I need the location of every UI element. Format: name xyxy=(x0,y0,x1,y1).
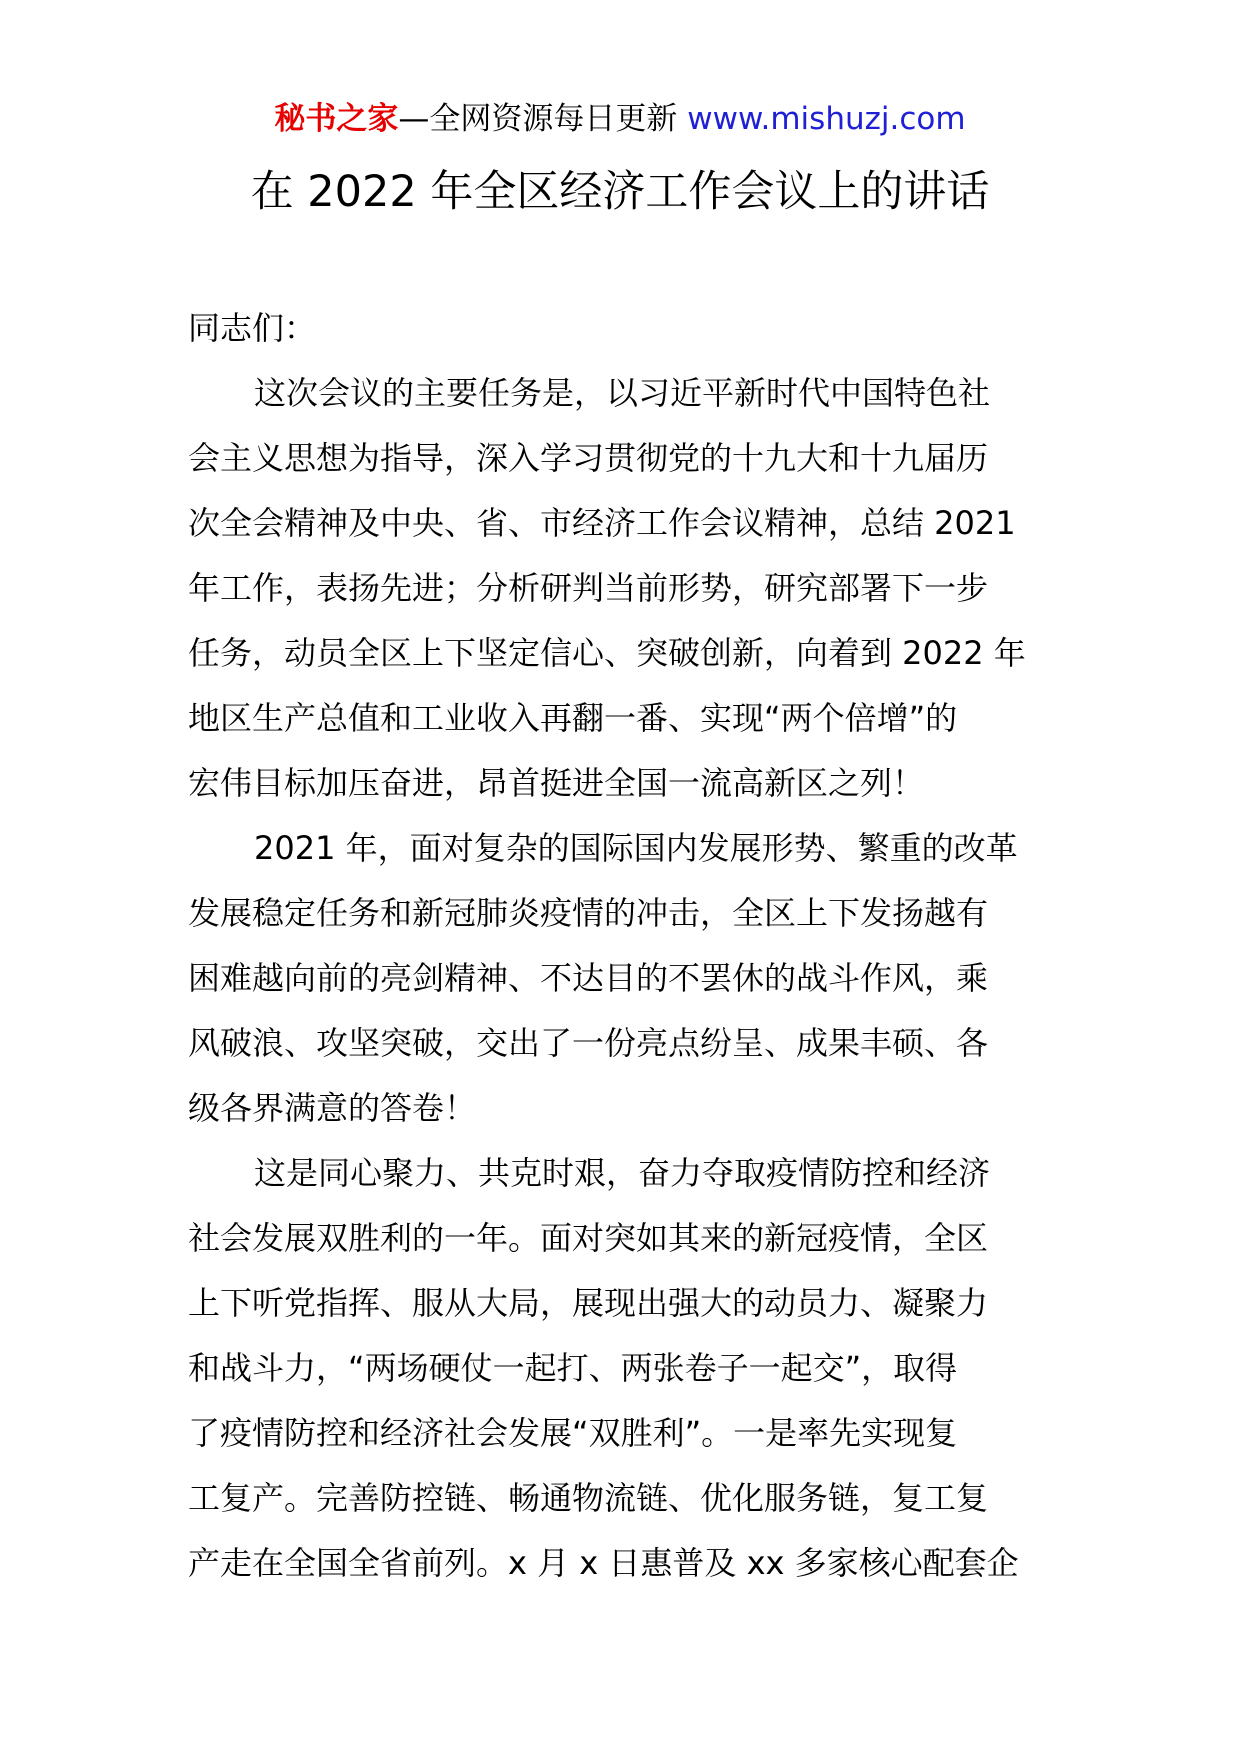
paragraph-1-line: 地区生产总值和工业收入再翻一番、实现“两个倍增”的 xyxy=(188,699,958,737)
document-title: 在 2022 年全区经济工作会议上的讲话 xyxy=(250,167,990,217)
paragraph-1-line: 任务，动员全区上下坚定信心、突破创新，向着到 2022 年 xyxy=(188,634,1026,672)
site-header xyxy=(0,98,1240,140)
brand-name: 秘书之家 xyxy=(274,101,399,137)
paragraph-1-line: 这次会议的主要任务是，以习近平新时代中国特色社 xyxy=(254,374,991,412)
paragraph-2-line: 2021 年，面对复杂的国际国内发展形势、繁重的改革 xyxy=(254,829,1018,867)
paragraph-1-line: 年工作，表扬先进；分析研判当前形势，研究部署下一步 xyxy=(188,569,989,607)
paragraph-1-line: 次全会精神及中央、省、市经济工作会议精神，总结 2021 xyxy=(188,504,1016,542)
paragraph-2-line: 风破浪、攻坚突破，交出了一份亮点纷呈、成果丰硕、各 xyxy=(188,1024,989,1062)
paragraph-3-line: 社会发展双胜利的一年。面对突如其来的新冠疫情，全区 xyxy=(188,1219,989,1257)
paragraph-1-line: 会主义思想为指导，深入学习贯彻党的十九大和十九届历 xyxy=(188,439,989,477)
salutation: 同志们： xyxy=(188,309,317,347)
paragraph-1-line: 宏伟目标加压奋进，昂首挺进全国一流高新区之列！ xyxy=(188,764,925,802)
paragraph-2-line: 发展稳定任务和新冠肺炎疫情的冲击，全区上下发扬越有 xyxy=(188,894,989,932)
paragraph-3-line: 和战斗力，“两场硬仗一起打、两张卷子一起交”，取得 xyxy=(188,1349,958,1387)
paragraph-2-line: 级各界满意的答卷！ xyxy=(188,1089,477,1127)
paragraph-2-line: 困难越向前的亮剑精神、不达目的不罢休的战斗作风，乘 xyxy=(188,959,989,997)
paragraph-3-line: 上下听党指挥、服从大局，展现出强大的动员力、凝聚力 xyxy=(188,1284,989,1322)
paragraph-3-line: 这是同心聚力、共克时艰，奋力夺取疫情防控和经济 xyxy=(254,1154,991,1192)
header-tagline: —全网资源每日更新 xyxy=(398,101,678,137)
paragraph-3-line: 产走在全国全省前列。x 月 x 日惠普及 xx 多家核心配套企 xyxy=(188,1544,1019,1582)
site-url-link[interactable]: www.mishuzj.com xyxy=(687,101,966,137)
paragraph-3-line: 了疫情防控和经济社会发展“双胜利”。一是率先实现复 xyxy=(188,1414,958,1452)
paragraph-3-line: 工复产。完善防控链、畅通物流链、优化服务链，复工复 xyxy=(188,1479,989,1517)
document-body xyxy=(188,296,1058,1596)
